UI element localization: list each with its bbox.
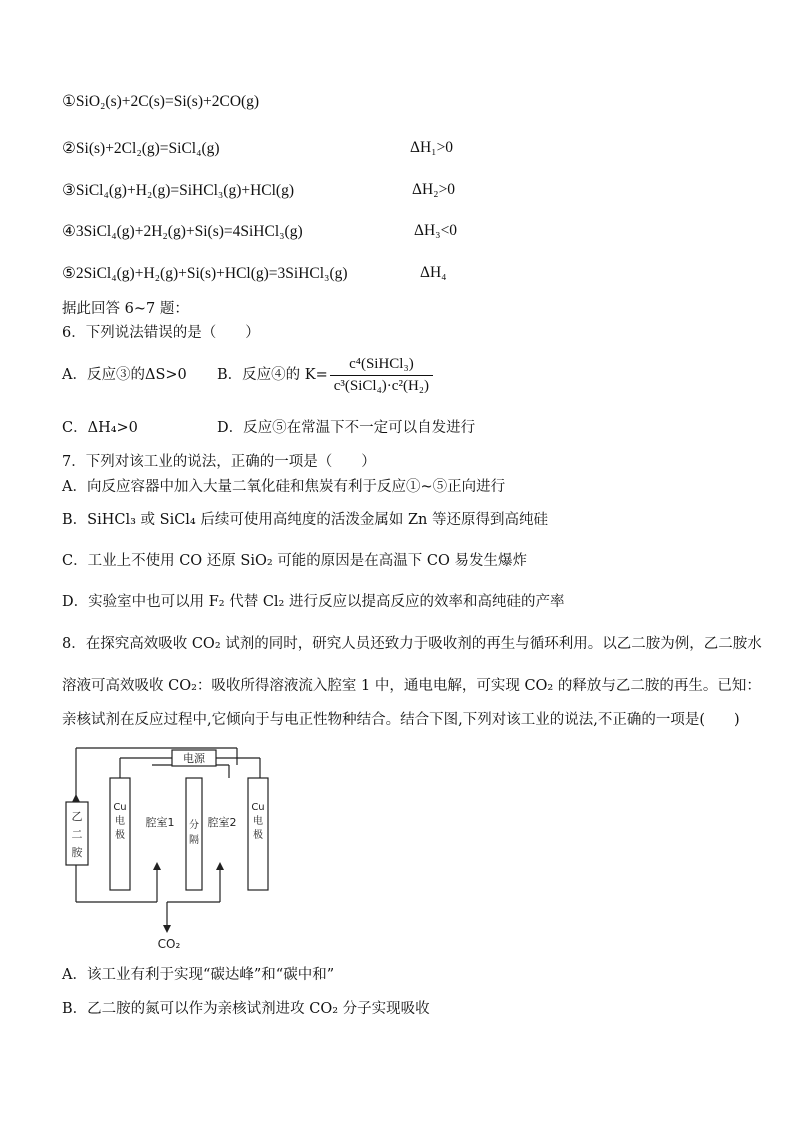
amine-char-3: 胺 bbox=[71, 846, 83, 859]
co2-release-arrow bbox=[163, 925, 171, 933]
right-electrode-text-3: 极 bbox=[253, 830, 263, 841]
q6-option-a: A．反应③的ΔS>0 bbox=[62, 367, 187, 383]
electrolysis-diagram bbox=[62, 740, 272, 955]
question-6-stem: 6．下列说法错误的是（ ） bbox=[62, 325, 260, 341]
q7-option-b: B．SiHCl₃ 或 SiCl₄ 后续可使用高纯度的活泼金属如 Zn 等还原得到高纯硅 bbox=[62, 512, 548, 528]
q7-option-d: D．实验室中也可以用 F₂ 代替 Cl₂ 进行反应以提高反应的效率和高纯硅的产率 bbox=[62, 594, 565, 610]
left-electrode-text-3: 极 bbox=[115, 830, 125, 841]
q8-option-b: B．乙二胺的氮可以作为亲核试剂进攻 CO₂ 分子实现吸收 bbox=[62, 1001, 430, 1017]
co2-label: CO₂ bbox=[157, 937, 181, 951]
q6-option-c: C．ΔH₄>0 bbox=[62, 420, 138, 436]
question-8-line-2: 溶液可高效吸收 CO₂：吸收所得溶液流入腔室 1 中，通电电解，可实现 CO₂ 的释放与乙二胺的再生。已知： bbox=[62, 678, 761, 694]
question-8-line-3: 亲核试剂在反应过程中,它倾向于与电正性物种结合。结合下图,下列对该工业的说法,不正确的一项是( ) bbox=[62, 712, 740, 728]
amine-flow-arrow bbox=[72, 794, 80, 802]
equation-3: ③SiCl₄(g)+H₂(g)=SiHCl₃(g)+HCl(g) bbox=[62, 182, 295, 199]
chamber-1-label: 腔室1 bbox=[145, 816, 175, 829]
question-7-stem: 7．下列对该工业的说法，正确的一项是（ ） bbox=[62, 454, 376, 470]
question-8-line-1: 8．在探究高效吸收 CO₂ 试剂的同时，研究人员还致力于吸收剂的再生与循环利用。以乙二胺为例，乙二胺水 bbox=[62, 636, 762, 652]
amine-char-2: 二 bbox=[71, 828, 83, 841]
q8-option-a: A．该工业有利于实现“碳达峰”和“碳中和” bbox=[62, 967, 335, 983]
amine-char-1: 乙 bbox=[71, 810, 83, 823]
q6-option-b: B．反应④的 K= $\frac{\text{c⁴(SiHCl₃)}}{\text{c³(SiCl₄)·c²(H₂)}}$ bbox=[217, 352, 433, 398]
left-electrode-text-1: Cu bbox=[113, 802, 127, 813]
right-electrode-text-1: Cu bbox=[251, 802, 265, 813]
right-electrode-text-2: 电 bbox=[253, 816, 263, 827]
q7-option-c: C．工业上不使用 CO 还原 SiO₂ 可能的原因是在高温下 CO 易发生爆炸 bbox=[62, 553, 527, 569]
enthalpy-3: ΔH₃<0 bbox=[414, 222, 458, 239]
power-supply-label: 电源 bbox=[183, 752, 205, 765]
separator-membrane bbox=[186, 778, 202, 890]
enthalpy-2: ΔH₂>0 bbox=[412, 181, 456, 198]
separator-text-1: 分 bbox=[189, 820, 199, 831]
q6-option-d: D．反应⑤在常温下不一定可以自发进行 bbox=[217, 420, 476, 436]
chamber-2-label: 腔室2 bbox=[207, 816, 237, 829]
separator-text-2: 隔 bbox=[189, 835, 199, 846]
chamber1-inflow-arrow bbox=[153, 862, 161, 870]
equation-1: ①SiO₂(s)+2C(s)=Si(s)+2CO(g) bbox=[62, 93, 260, 110]
chamber2-inflow-arrow bbox=[216, 862, 224, 870]
q7-option-a: A．向反应容器中加入大量二氧化硅和焦炭有利于反应①~⑤正向进行 bbox=[62, 479, 506, 495]
equation-4: ④3SiCl₄(g)+2H₂(g)+Si(s)=4SiHCl₃(g) bbox=[62, 223, 303, 240]
equation-2: ②Si(s)+2Cl₂(g)=SiCl₄(g) bbox=[62, 140, 220, 157]
equation-5: ⑤2SiCl₄(g)+H₂(g)+Si(s)+HCl(g)=3SiHCl₃(g) bbox=[62, 265, 348, 282]
enthalpy-4: ΔH₄ bbox=[420, 264, 447, 281]
left-electrode-text-2: 电 bbox=[115, 816, 125, 827]
intro-text: 据此回答 6~7 题： bbox=[62, 301, 189, 317]
enthalpy-1: ΔH₁>0 bbox=[410, 139, 454, 156]
equilibrium-constant-fraction: $\frac{\text{c⁴(SiHCl₃)}}{\text{c³(SiCl₄)·c²(H₂)}}$ bbox=[330, 355, 433, 396]
